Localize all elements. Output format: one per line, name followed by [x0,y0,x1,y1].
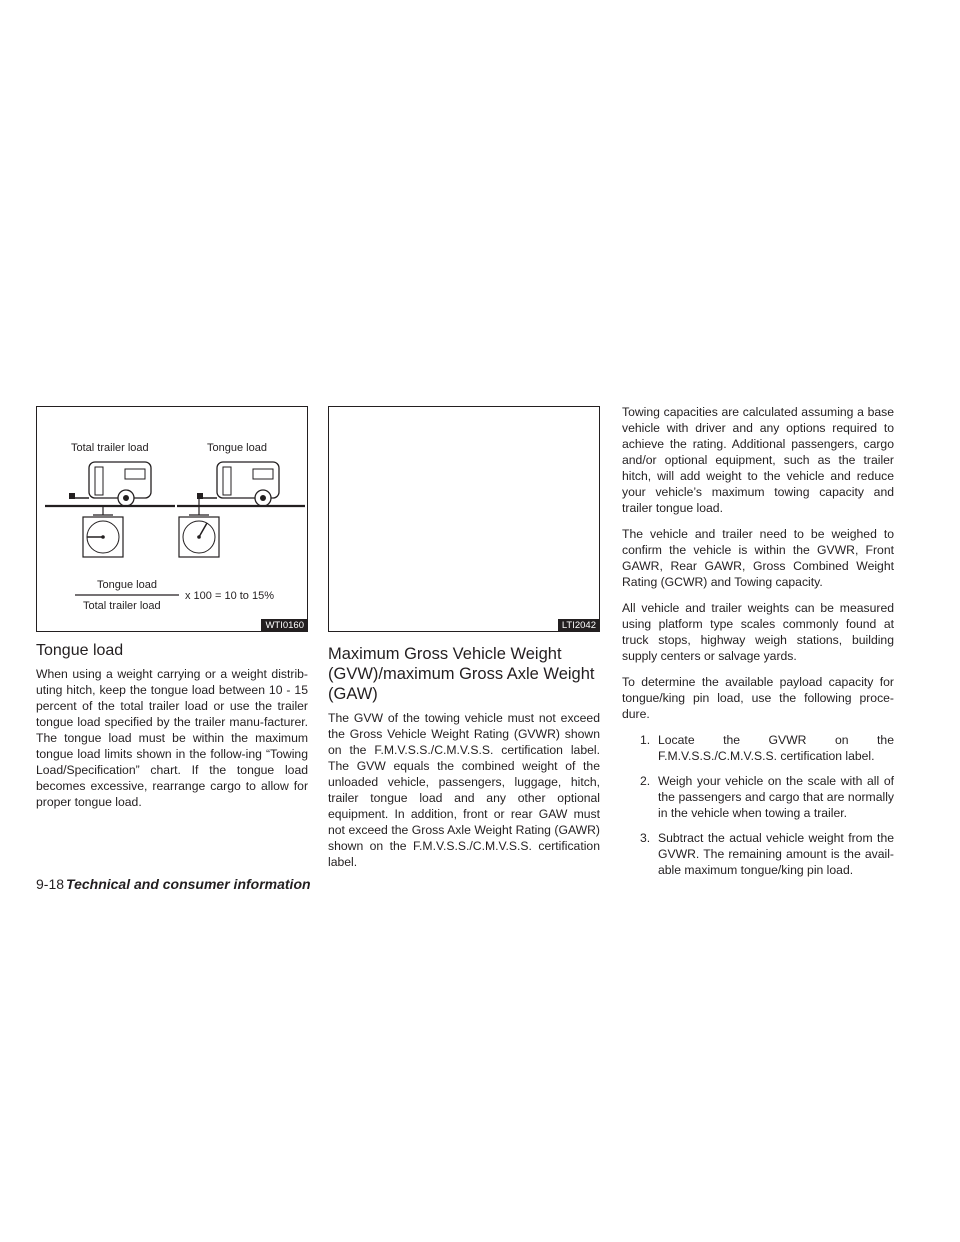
step-number: 2. [640,774,651,788]
formula-numerator: Tongue load [97,579,157,591]
trailer-scale-diagram [37,407,307,631]
section-paragraph: When using a weight carrying or a weight distrib-uting hitch, keep the tongue load between 10 - 15 percent of the total trailer load or use the trailer tongue load specified by the trailer manu-facturer. The tongue load must be within the maximum tongue load limits shown in the follow-ing “Towing Load/Specification” chart. If the tongue load becomes excessive, rearrange cargo to allow for proper tongue load. [36,667,308,809]
section-heading: Tongue load [36,642,124,659]
trailer-right-icon [197,462,279,506]
paragraph: Towing capacities are calculated assuming a base vehicle with driver and any options required to achieve the rating. Additional passengers, cargo and/or optional equipment, such as the trailer hitch, will add weight to the vehicle and reduce your vehicle’s maximum towing capacity and trailer tongue load. [622,405,894,515]
paragraph: To determine the available payload capacity for tongue/king pin load, use the following proce-dure. [622,675,894,721]
page-footer [36,876,311,892]
step-text: Locate the GVWR on the F.M.V.S.S./C.M.V.S.S. certification label. [658,733,894,763]
step-text: Subtract the actual vehicle weight from the GVWR. The remaining amount is the avail-able maximum tongue/king pin load. [658,831,894,877]
list-item [622,732,894,764]
trailer-left-icon [69,462,151,506]
section-heading: Maximum Gross Vehicle Weight (GVW)/maximum Gross Axle Weight (GAW) [328,645,595,703]
column-left [36,406,308,820]
tongue-load-figure [36,406,308,632]
blank-figure [328,406,600,632]
step-number: 1. [640,733,651,747]
scale-left-icon [83,506,123,557]
step-text: Weigh your vehicle on the scale with all of the passengers and cargo that are normally in the vehicle when towing a trailer. [658,774,894,820]
list-item [622,830,894,878]
column-middle [328,406,600,880]
paragraph: The vehicle and trailer need to be weighed to confirm the vehicle is within the GVWR, Front GAWR, Rear GAWR, Gross Combined Weight Rating (GCWR) and Towing capacity. [622,527,894,589]
figure-code: LTI2042 [558,619,599,631]
scale-right-icon [179,499,219,557]
chapter-title: Technical and consumer information [66,876,311,892]
column-right [622,404,894,887]
figure-code: WTI0160 [261,619,307,631]
formula-denominator: Total trailer load [83,600,161,612]
label-total-trailer-load: Total trailer load [71,442,149,454]
section-paragraph: The GVW of the towing vehicle must not exceed the Gross Vehicle Weight Rating (GVWR) shown on the F.M.V.S.S./C.M.V.S.S. certification label. The GVW equals the combined weight of the unloaded vehicle, passengers, luggage, hitch, trailer tongue load and any other optional equipment. In addition, front or rear GAW must not exceed the Gross Axle Weight Rating (GAWR) shown on the F.M.V.S.S./C.M.V.S.S. certification label. [328,711,600,869]
step-number: 3. [640,831,651,845]
procedure-list [622,732,894,878]
list-item [622,773,894,821]
formula-result: x 100 = 10 to 15% [185,590,274,602]
page-number: 9-18 [36,876,65,892]
paragraph: All vehicle and trailer weights can be measured using platform type scales commonly found at truck stops, highway weigh stations, building supply centers or salvage yards. [622,601,894,663]
label-tongue-load: Tongue load [207,442,267,454]
